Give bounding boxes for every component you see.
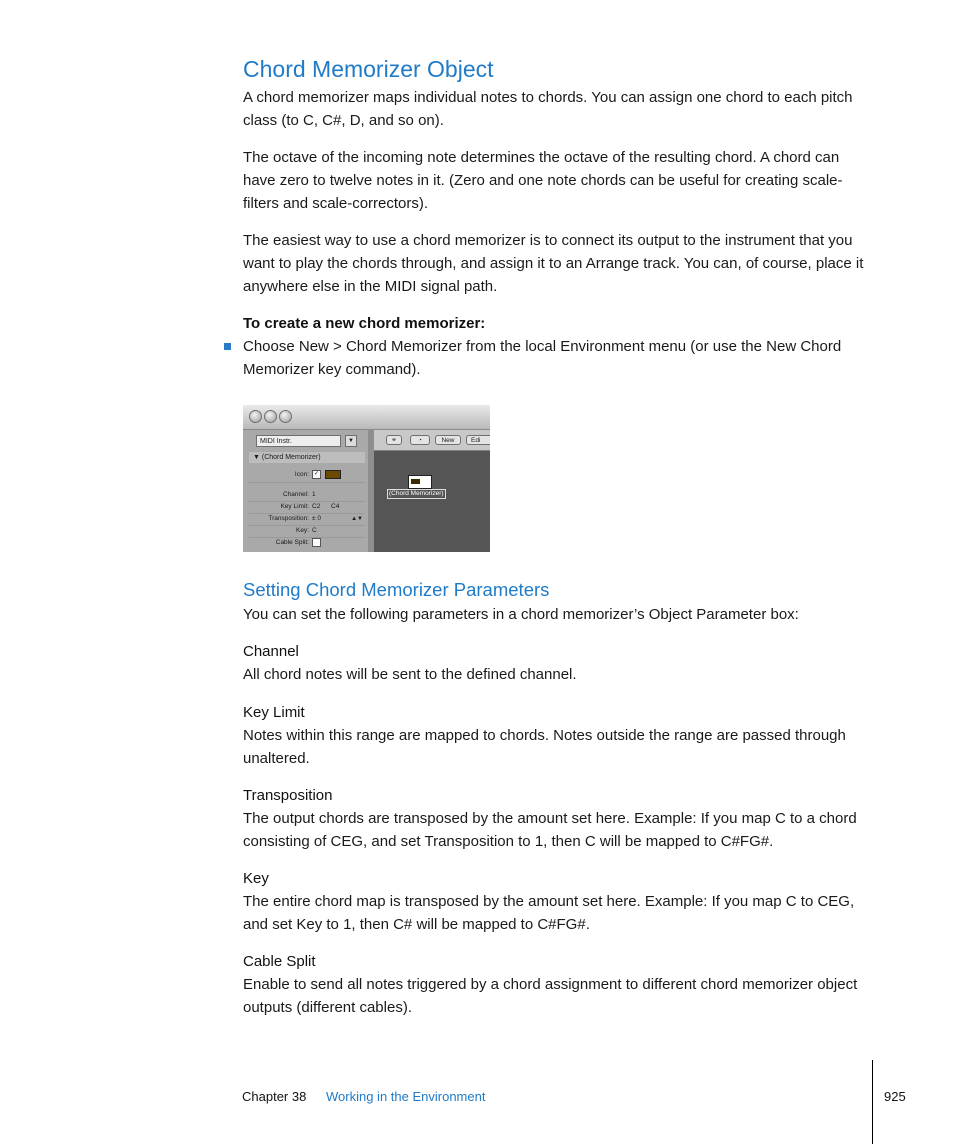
minimize-window-icon[interactable] (264, 410, 277, 423)
edit-menu-button[interactable]: Edi (466, 435, 490, 445)
param-desc-key: The entire chord map is transposed by the amount set here. Example: If you map C to CEG, and set Key to 1, then C# will be mapped to C#FG#. (243, 893, 855, 933)
param-heading-channel: Channel (243, 643, 299, 660)
param-row-icon (249, 468, 365, 483)
param-row-cable-split[interactable] (249, 537, 365, 549)
page-number: 925 (884, 1089, 906, 1104)
param-heading-transposition: Transposition (243, 787, 333, 804)
page-title: Chord Memorizer Object (243, 56, 494, 82)
chord-memorizer-object-label[interactable]: (Chord Memorizer) (389, 490, 444, 497)
intro-paragraph-1: A chord memorizer maps individual notes to chords. You can assign one chord to each pitch class (to C, C#, D, and so on). (243, 89, 853, 129)
param-label: Cable Split: (275, 539, 309, 546)
intro-paragraph-3: The easiest way to use a chord memorizer is to connect its output to the instrument that you want to play the chords through, and assign it to an Arrange track. You can, of course, place it anywhere else in the MIDI signal path. (243, 232, 864, 295)
param-desc-cable-split: Enable to send all notes triggered by a chord assignment to different chord memorizer object outputs (different cables). (243, 976, 858, 1016)
chord-memorizer-object-icon[interactable] (408, 475, 432, 489)
param-heading-key: Key (243, 870, 269, 887)
section-intro: You can set the following parameters in a chord memorizer’s Object Parameter box: (243, 606, 799, 623)
param-value[interactable]: C (312, 527, 317, 534)
environment-toolbar (374, 430, 490, 451)
chord-memorizer-screenshot (243, 405, 490, 552)
param-desc-channel: All chord notes will be sent to the defined channel. (243, 666, 577, 683)
param-value[interactable]: ± 0 (312, 515, 321, 522)
footer-chapter-title[interactable]: Working in the Environment (326, 1089, 486, 1104)
param-heading-key-limit: Key Limit (243, 704, 305, 721)
close-window-icon[interactable] (249, 410, 262, 423)
view-toggle-icon[interactable]: ◔ (410, 435, 430, 445)
object-parameter-header[interactable]: ▼ (Chord Memorizer) (249, 452, 365, 463)
midi-instr-field[interactable]: MIDI Instr. (256, 435, 341, 447)
square-bullet-icon (224, 343, 231, 350)
param-label: Transposition: (268, 515, 309, 522)
param-value[interactable]: 1 (312, 491, 316, 498)
intro-paragraph-2: The octave of the incoming note determines the octave of the resulting chord. A chord can have zero to twelve notes in it. (Zero and one note chords can be useful for creating scale-filters and scale-correctors). (243, 149, 843, 212)
task-label: To create a new chord memorizer: (243, 315, 486, 332)
param-label: Icon: (294, 471, 309, 478)
section-heading: Setting Chord Memorizer Parameters (243, 579, 550, 600)
chord-memorizer-icon[interactable] (325, 470, 341, 479)
footer-divider (872, 1060, 873, 1144)
task-step: Choose New > Chord Memorizer from the local Environment menu (or use the New Chord Memorizer key command). (243, 338, 842, 378)
param-label: Key: (295, 527, 309, 534)
object-inspector (243, 430, 368, 552)
param-desc-key-limit: Notes within this range are mapped to chords. Notes outside the range are passed through unaltered. (243, 727, 846, 767)
footer-chapter: Chapter 38 (242, 1089, 307, 1104)
new-menu-button[interactable]: New (435, 435, 461, 445)
link-icon[interactable]: ⚭ (386, 435, 402, 445)
chevron-down-icon[interactable]: ▼ (345, 435, 357, 447)
icon-checkbox[interactable]: ✓ (313, 470, 320, 477)
stepper-arrows-icon[interactable]: ▲▼ (351, 516, 363, 522)
param-label: Channel: (282, 491, 309, 498)
window-titlebar (243, 405, 490, 430)
cable-split-checkbox[interactable] (312, 537, 321, 549)
param-value-low[interactable]: C2 (312, 503, 321, 510)
param-value-high[interactable]: C4 (331, 503, 340, 510)
icon-controls (312, 468, 341, 482)
zoom-window-icon[interactable] (279, 410, 292, 423)
param-label: Key Limit: (280, 503, 309, 510)
environment-canvas[interactable] (374, 451, 490, 552)
param-heading-cable-split: Cable Split (243, 953, 316, 970)
param-desc-transposition: The output chords are transposed by the amount set here. Example: If you map C to a chord consisting of CEG, and set Transposition to 1, then C will be mapped to C#FG#. (243, 810, 857, 850)
